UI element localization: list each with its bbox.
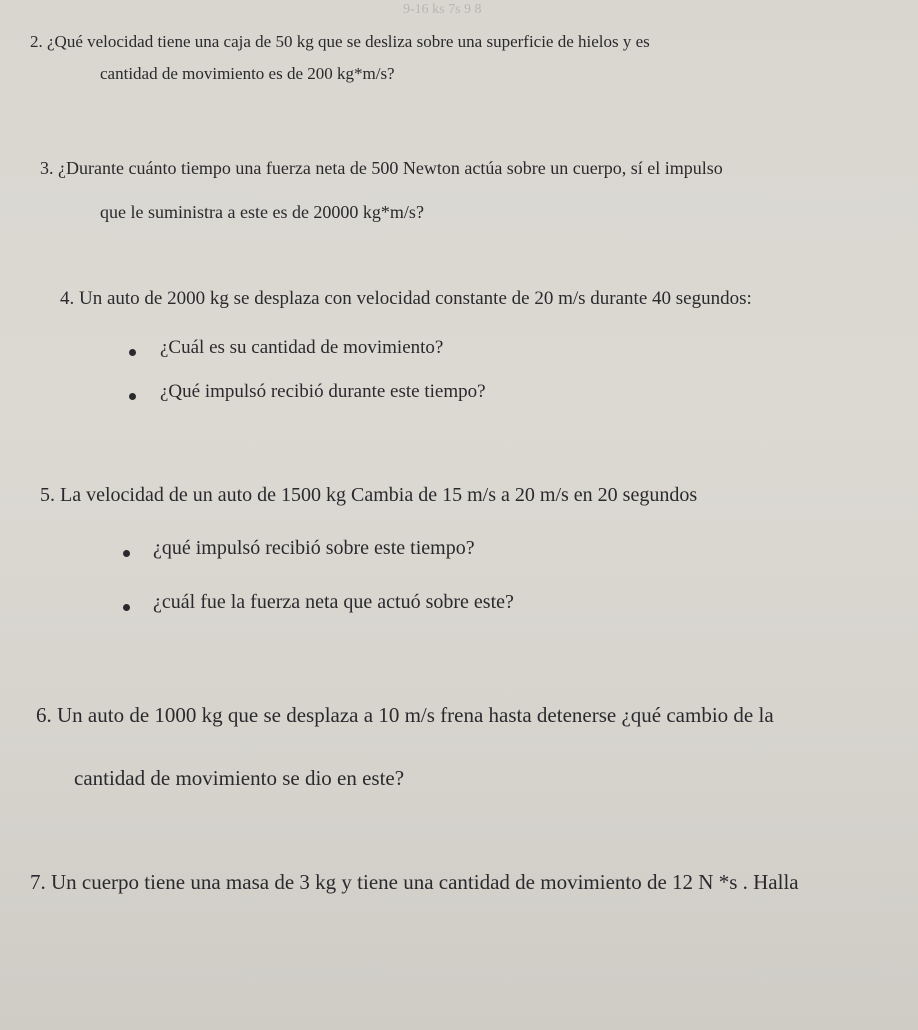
question-3-line-2: que le suministra a este es de 20000 kg*m/s? (100, 202, 424, 222)
question-2-line-1: 2. ¿Qué velocidad tiene una caja de 50 kg que se desliza sobre una superficie de hielos y es (30, 32, 650, 51)
question-4-line-1: 4. Un auto de 2000 kg se desplaza con velocidad constante de 20 m/s durante 40 segundos: (60, 288, 752, 309)
bullet-dot (123, 604, 130, 611)
question-4-bullet-2: ¿Qué impulsó recibió durante este tiempo? (160, 381, 486, 402)
bullet-dot (129, 393, 136, 400)
question-5-line-1: 5. La velocidad de un auto de 1500 kg Cambia de 15 m/s a 20 m/s en 20 segundos (40, 484, 698, 506)
faint-header: 9-16 ks 7s 9 8 (403, 2, 482, 17)
question-7-line-1: 7. Un cuerpo tiene una masa de 3 kg y tiene una cantidad de movimiento de 12 N *s . Halla (30, 870, 799, 894)
bullet-dot (129, 349, 136, 356)
question-3-line-1: 3. ¿Durante cuánto tiempo una fuerza neta de 500 Newton actúa sobre un cuerpo, sí el impulso (40, 158, 723, 178)
question-6-line-2: cantidad de movimiento se dio en este? (74, 766, 405, 790)
question-4-bullet-1: ¿Cuál es su cantidad de movimiento? (160, 337, 444, 358)
question-5-bullet-1: ¿qué impulsó recibió sobre este tiempo? (153, 537, 475, 559)
bullet-dot (123, 550, 130, 557)
question-2-line-2: cantidad de movimiento es de 200 kg*m/s? (100, 64, 395, 83)
question-6-line-1: 6. Un auto de 1000 kg que se desplaza a 10 m/s frena hasta detenerse ¿qué cambio de la (36, 703, 774, 727)
question-5-bullet-2: ¿cuál fue la fuerza neta que actuó sobre este? (153, 591, 514, 613)
